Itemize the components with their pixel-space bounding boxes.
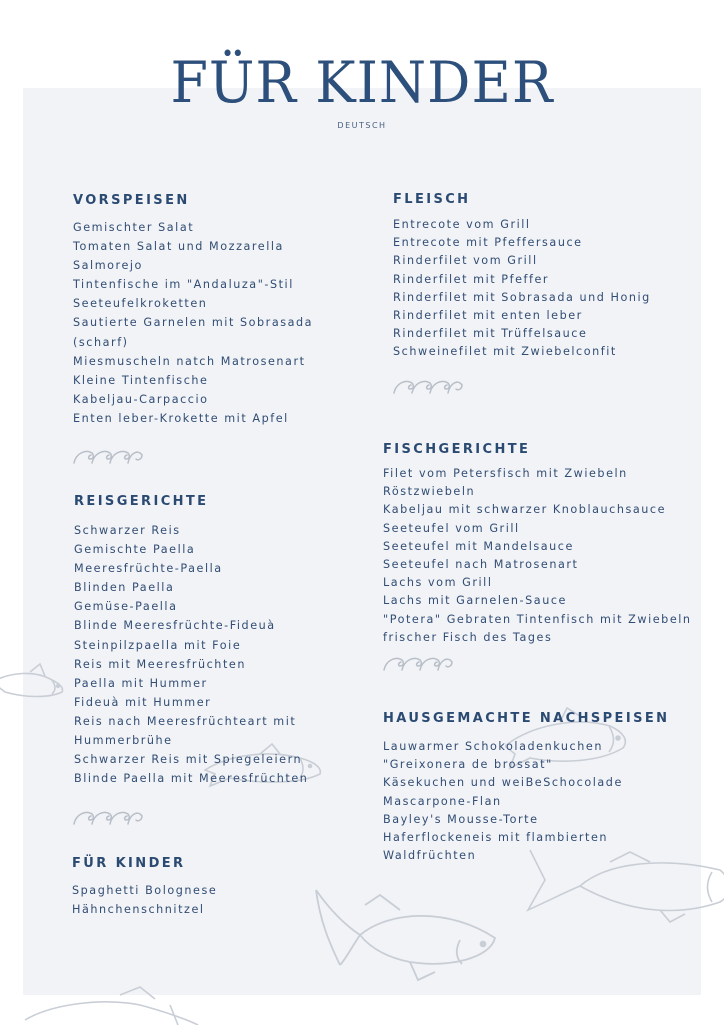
menu-item: Entrecote vom Grill — [393, 218, 531, 231]
menu-item: frischer Fisch des Tages — [383, 630, 553, 644]
menu-item: Entrecote mit Pfeffersauce — [393, 236, 583, 250]
menu-item: Blinde Meeresfrüchte-Fideuà — [74, 619, 276, 633]
menu-list — [72, 882, 217, 919]
section-reisgerichte — [74, 493, 308, 788]
menu-item: Lachs mit Garnelen-Sauce — [383, 594, 567, 608]
menu-item: Tomaten Salat und Mozzarella — [73, 240, 284, 254]
wave-icon — [382, 652, 454, 672]
menu-item: Lachs vom Grill — [383, 576, 493, 590]
section-fleisch — [393, 191, 651, 362]
section-title: HAUSGEMACHTE NACHSPEISEN — [383, 711, 670, 726]
section-title: FISCHGERICHTE — [383, 442, 531, 457]
menu-item: Bayley's Mousse-Torte — [383, 812, 539, 826]
menu-item: Seeteufel mit Mandelsauce — [383, 539, 574, 553]
menu-item: Reis nach Meeresfrüchteart mit — [74, 714, 297, 728]
menu-item: Rinderfilet vom Grill — [393, 254, 538, 268]
menu-item: Spaghetti Bolognese — [72, 884, 218, 897]
menu-item: Seeteufel nach Matrosenart — [383, 558, 579, 572]
menu-item: Rinderfilet mit Trüffelsauce — [393, 327, 588, 341]
menu-item: Schwarzer Reis mit Spiegeleiern — [74, 753, 303, 767]
section-title: FÜR KINDER — [72, 856, 186, 871]
menu-item: Gemischte Paella — [74, 543, 196, 557]
menu-list — [74, 521, 308, 788]
menu-item: Schwarzer Reis — [74, 524, 181, 537]
menu-item: Seeteufel vom Grill — [383, 521, 520, 535]
menu-item: Miesmuscheln natch Matrosenart — [73, 354, 306, 368]
menu-item: Paella mit Hummer — [74, 676, 208, 690]
menu-item: "Greixonera de brossat" — [383, 758, 553, 772]
section-title: VORSPEISEN — [73, 193, 190, 208]
menu-list — [393, 216, 651, 362]
wave-icon — [72, 806, 144, 826]
menu-item: "Potera" Gebraten Tintenfisch mit Zwiebeln — [383, 612, 692, 626]
menu-item: Rinderfilet mit Pfeffer — [393, 272, 550, 286]
wave-icon — [392, 375, 464, 395]
menu-item: Käsekuchen und weiBeSchocolade — [383, 776, 623, 790]
section-title: REISGERICHTE — [74, 494, 209, 509]
menu-item: Lauwarmer Schokoladenkuchen — [383, 740, 603, 753]
menu-item: Enten leber-Krokette mit Apfel — [73, 411, 289, 425]
menu-item: Steinpilzpaella mit Foie — [74, 638, 242, 652]
menu-list — [383, 465, 692, 647]
menu-list — [73, 218, 313, 428]
section-title: FLEISCH — [393, 192, 471, 207]
section-fuer-kinder — [72, 855, 217, 919]
menu-item: Kabeljau mit schwarzer Knoblauchsauce — [383, 503, 667, 517]
menu-item: Fideuà mit Hummer — [74, 695, 212, 709]
menu-item: Röstzwiebeln — [383, 485, 476, 499]
section-fischgerichte — [383, 441, 692, 647]
menu-item: Blinde Paella mit Meeresfrüchten — [74, 772, 309, 786]
section-vorspeisen — [73, 192, 313, 428]
menu-item: Blinden Paella — [74, 581, 175, 595]
menu-item: Mascarpone-Flan — [383, 794, 502, 808]
page-title: FÜR KINDER — [170, 49, 554, 116]
menu-item: Kabeljau-Carpaccio — [73, 392, 209, 406]
menu-item: Tintenfische im "Andaluza"-Stil — [73, 278, 294, 292]
menu-item: Filet vom Petersfisch mit Zwiebeln — [383, 467, 628, 480]
menu-item: Reis mit Meeresfrüchten — [74, 657, 246, 671]
menu-item: Hummerbrühe — [74, 734, 173, 748]
menu-item: Rinderfilet mit Sobrasada und Honig — [393, 290, 651, 304]
menu-item: Hähnchenschnitzel — [72, 902, 205, 916]
menu-list — [383, 738, 669, 865]
menu-item: (scharf) — [73, 335, 129, 349]
language-label: DEUTSCH — [337, 121, 387, 130]
section-nachspeisen — [383, 710, 669, 865]
wave-icon — [72, 445, 144, 465]
menu-item: Sautierte Garnelen mit Sobrasada — [73, 316, 314, 330]
menu-item: Seeteufelkroketten — [73, 297, 208, 311]
menu-item: Rinderfilet mit enten leber — [393, 309, 583, 323]
menu-item: Gemischter Salat — [73, 221, 195, 234]
menu-item: Haferflockeneis mit flambierten — [383, 831, 609, 845]
menu-item: Waldfrüchten — [383, 849, 477, 863]
menu-item: Schweinefilet mit Zwiebelconfit — [393, 345, 617, 359]
menu-item: Gemüse-Paella — [74, 600, 178, 614]
menu-item: Kleine Tintenfische — [73, 373, 209, 387]
menu-item: Salmorejo — [73, 259, 143, 273]
menu-item: Meeresfrüchte-Paella — [74, 562, 223, 576]
